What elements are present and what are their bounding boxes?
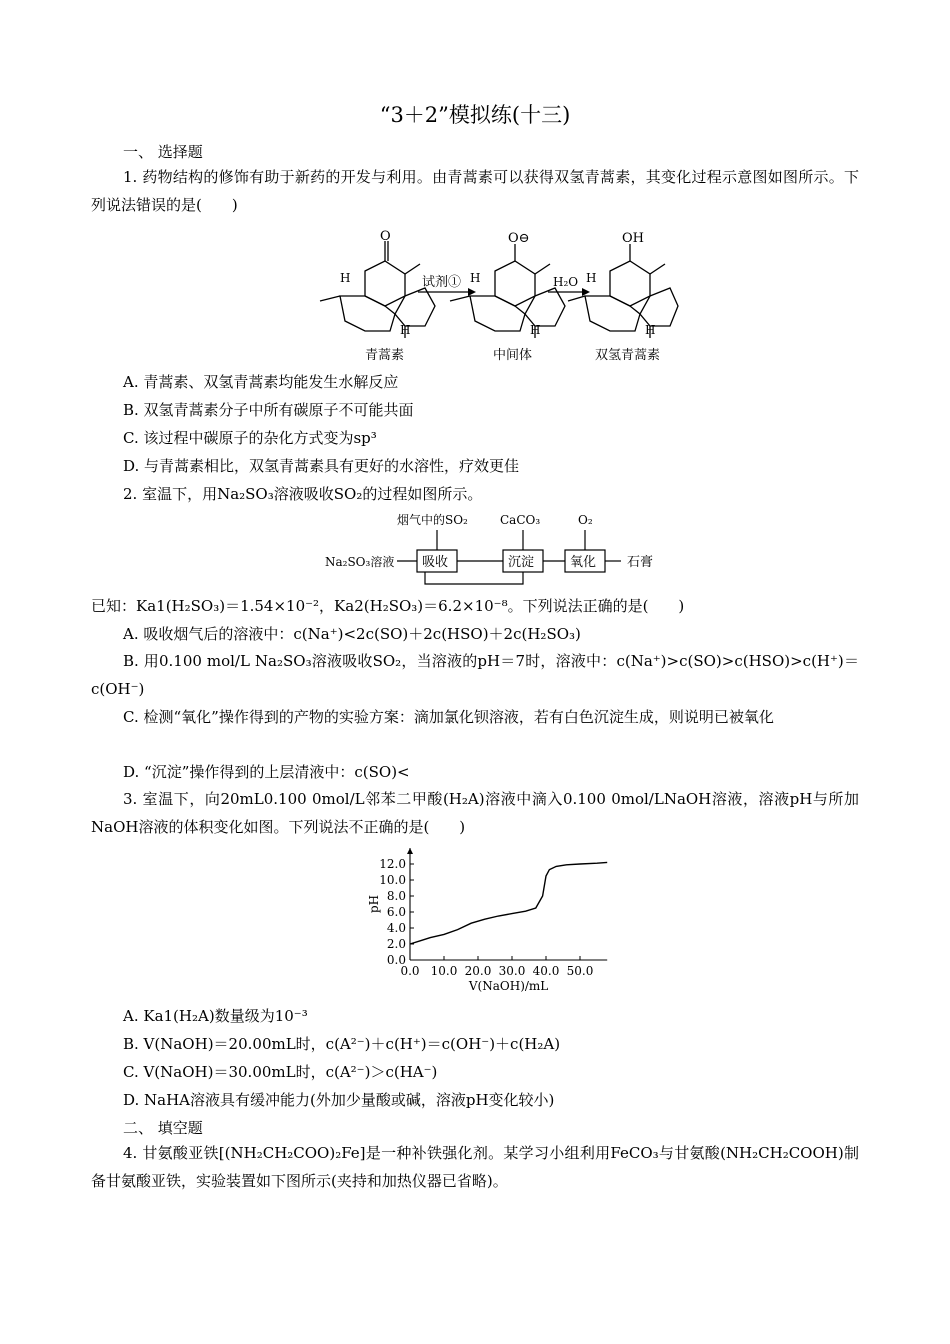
reagent-2-label: H₂O [553, 275, 579, 289]
page-title: “3＋2”模拟练(十三) [379, 103, 571, 127]
flow-box2-label: 沉淀 [508, 555, 535, 570]
x-axis-label: V(NaOH)/mL [468, 979, 549, 993]
y-tick-label: 10.0 [379, 873, 406, 887]
y-tick-label: 8.0 [386, 889, 406, 903]
molecule-1-h-upper: H [340, 271, 351, 285]
q3-option-d: D. NaHA溶液具有缓冲能力(外加少量酸或碱，溶液pH变化较小) [123, 1091, 555, 1109]
x-tick-label: 10.0 [430, 964, 458, 978]
molecule-2-oxide: O⊖ [508, 231, 530, 246]
molecule-2-ring-lower [470, 296, 525, 331]
molecule-2-ring-right [525, 288, 565, 326]
q2-option-c: C. 检测“氧化”操作得到的产物的实验方案：滴加氯化钡溶液，若有白色沉淀生成，则说明已被氧化 [123, 708, 774, 726]
x-tick-label: 50.0 [566, 964, 594, 978]
molecule-2-name: 中间体 [493, 348, 533, 363]
y-axis-arrow [407, 848, 413, 854]
flow-input-caco3: CaCO₃ [500, 513, 541, 527]
molecule-3-name: 双氢青蒿素 [595, 348, 661, 363]
question-2-stem: 2. 室温下，用Na₂SO₃溶液吸收SO₂的过程如图所示。 [123, 485, 483, 503]
question-4-stem: 4. 甘氨酸亚铁[(NH₂CH₂COO)₂Fe]是一种补铁强化剂。某学习小组利用FeCO₃与甘氨酸(NH₂CH₂COOH)制备甘氨酸亚铁，实验装置如下图所示(夹持和加热仪器已省略)。 [91, 1144, 859, 1190]
q1-option-d: D. 与青蒿素相比，双氢青蒿素具有更好的水溶性，疗效更佳 [123, 457, 520, 475]
section-heading-choice: 一、 选择题 [123, 143, 203, 161]
q2-option-d: D. “沉淀”操作得到的上层清液中：c(SO)< [123, 763, 410, 781]
flow-start-label: Na₂SO₃溶液 [325, 555, 395, 569]
titration-chart [360, 846, 630, 998]
molecule-3-ring-lower [585, 296, 640, 331]
q3-option-c: C. V(NaOH)＝30.00mL时，c(A²⁻)＞c(HA⁻) [123, 1063, 438, 1081]
reagent-1-label: 试剂① [422, 275, 462, 290]
molecule-3-h-lower: H [645, 323, 656, 337]
q1-option-b: B. 双氢青蒿素分子中所有碳原子不可能共面 [123, 401, 414, 419]
molecule-1-carbonyl-o: O [380, 229, 391, 244]
molecule-2-h-lower: H [530, 323, 541, 337]
x-tick-label: 30.0 [498, 964, 526, 978]
y-tick-label: 2.0 [386, 937, 406, 951]
flow-box1-label: 吸收 [422, 555, 449, 570]
flow-end-label: 石膏 [627, 555, 654, 570]
so2-absorption-flowchart [325, 510, 665, 590]
molecule-3-h-upper: H [586, 271, 597, 285]
x-tick-label: 20.0 [464, 964, 492, 978]
arrow-head-2 [582, 288, 590, 296]
x-tick-label: 40.0 [532, 964, 560, 978]
flow-input-so2: 烟气中的SO₂ [397, 513, 468, 527]
q3-option-a: A. Ka1(H₂A)数量级为10⁻³ [123, 1007, 308, 1025]
ph-curve-line [410, 862, 607, 944]
molecule-1-ring-right [395, 288, 435, 326]
question-3-stem: 3. 室温下，向20mL0.100 0mol/L邻苯二甲酸(H₂A)溶液中滴入0.100 0mol/LNaOH溶液，溶液pH与所加NaOH溶液的体积变化如图。下列说法不正确的是( ) [91, 790, 859, 836]
molecule-2-h-upper: H [470, 271, 481, 285]
artemisinin-reaction-figure [310, 226, 680, 366]
section-heading-fill: 二、 填空题 [123, 1119, 203, 1137]
molecule-3-hydroxyl: OH [622, 231, 644, 246]
question-2-known: 已知：Ka1(H₂SO₃)＝1.54×10⁻²，Ka2(H₂SO₃)＝6.2×10⁻⁸。下列说法正确的是( ) [91, 597, 685, 615]
y-tick-label: 12.0 [379, 857, 406, 871]
flow-box3-label: 氧化 [570, 555, 597, 570]
q1-option-c: C. 该过程中碳原子的杂化方式变为sp³ [123, 429, 377, 447]
y-tick-label: 6.0 [386, 905, 406, 919]
q3-option-b: B. V(NaOH)＝20.00mL时，c(A²⁻)＋c(H⁺)＝c(OH⁻)＋c(H₂A) [123, 1035, 561, 1053]
molecule-1-ring-lower [340, 296, 395, 331]
y-tick-label: 4.0 [386, 921, 406, 935]
q1-option-a: A. 青蒿素、双氢青蒿素均能发生水解反应 [123, 373, 399, 391]
y-axis-label: pH [367, 894, 381, 914]
question-1-stem: 1. 药物结构的修饰有助于新药的开发与利用。由青蒿素可以获得双氢青蒿素，其变化过程示意图如图所示。下列说法错误的是( ) [91, 168, 859, 214]
molecule-1-name: 青蒿素 [365, 348, 405, 363]
q2-option-b: B. 用0.100 mol/L Na₂SO₃溶液吸收SO₂，当溶液的pH＝7时，溶液中：c(Na⁺)>c(SO)>c(HSO)>c(H⁺)＝c(OH⁻) [91, 652, 859, 698]
flow-input-o2: O₂ [578, 513, 593, 527]
q2-option-a: A. 吸收烟气后的溶液中：c(Na⁺)<2c(SO)＋2c(HSO)＋2c(H₂SO₃) [123, 625, 581, 643]
arrow-head-1 [468, 288, 476, 296]
y-tick-label: 0.0 [386, 953, 406, 967]
molecule-1-h-lower: H [400, 323, 411, 337]
molecule-3-ring-right [640, 288, 678, 326]
x-tick-label: 0.0 [400, 964, 420, 978]
